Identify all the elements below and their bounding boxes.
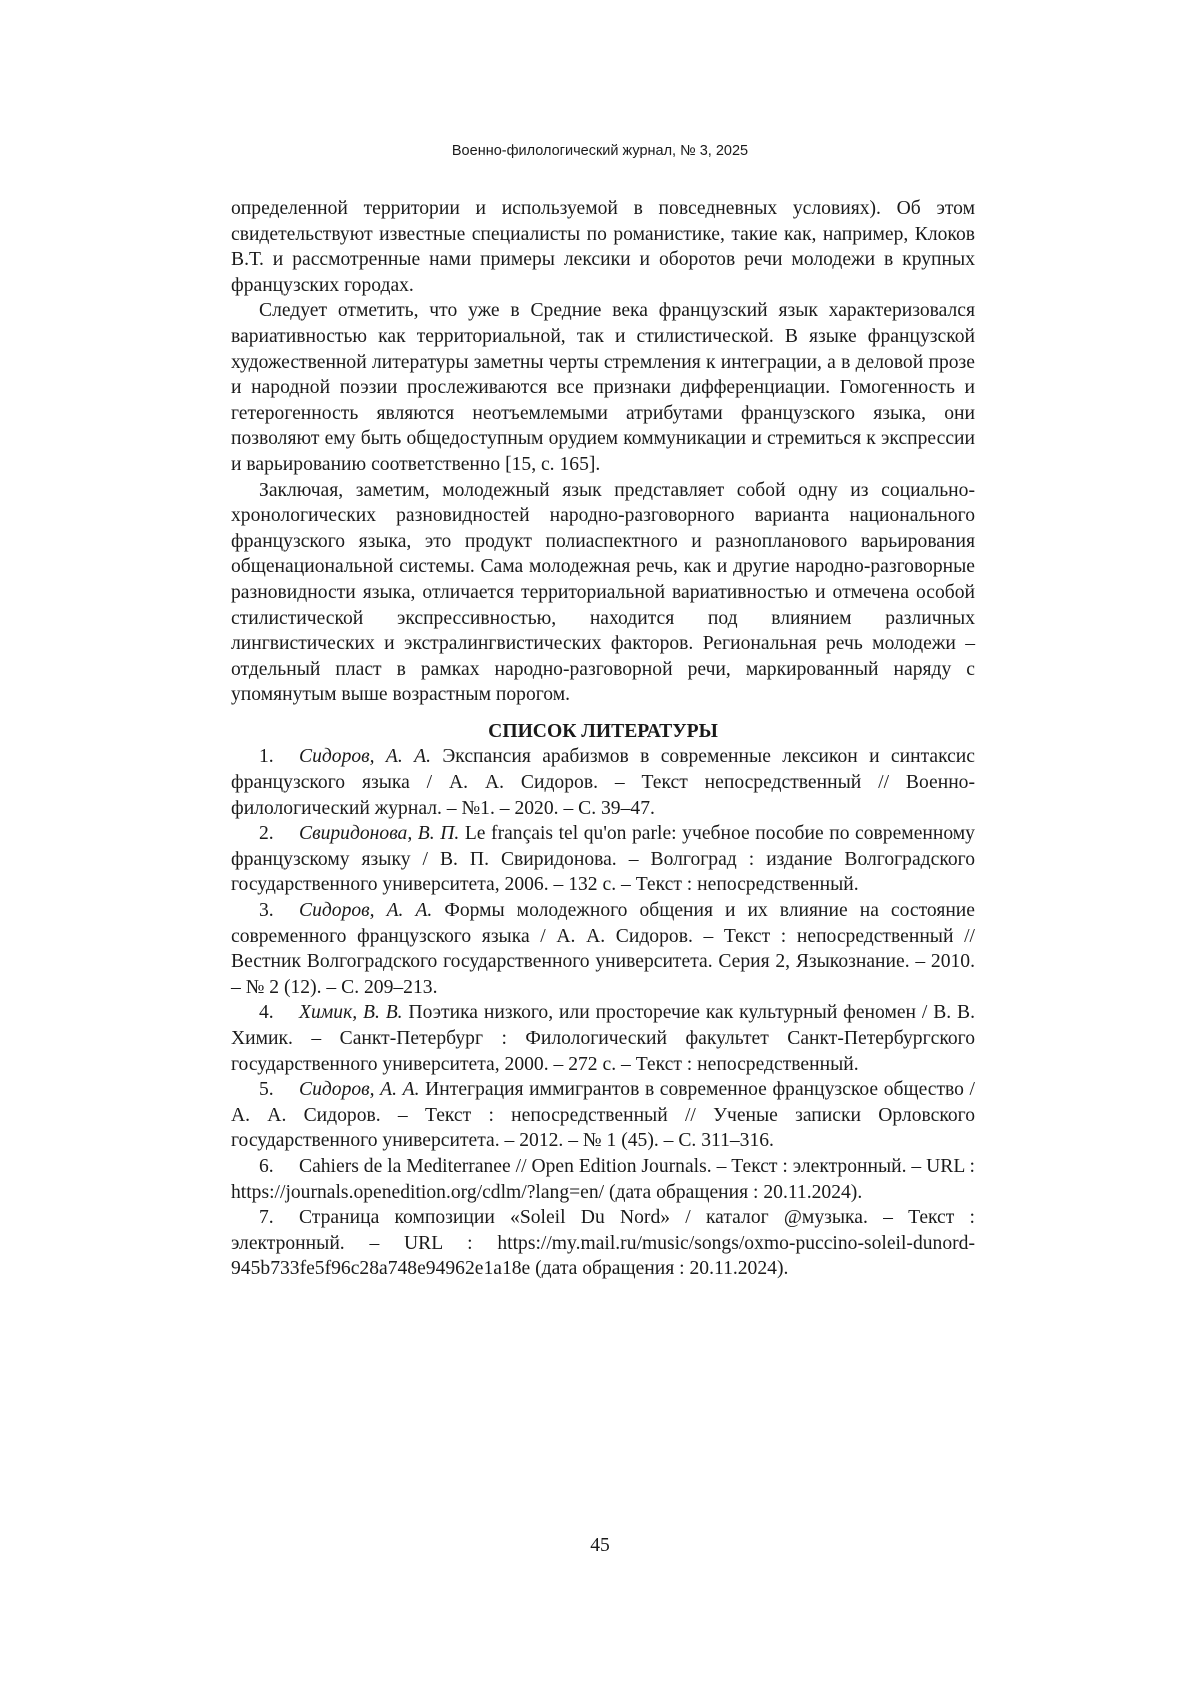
article-body (231, 196, 975, 1282)
reference-item (231, 821, 975, 898)
reference-text: Le français tel qu'on parle: учебное пособие по современному французскому языку / В. П. Свиридонова. – Волгоград : издание Волгоградского государственного университета, 2006. – 132 с. – Текст : непосредственный. (231, 823, 975, 896)
reference-number: 2. (259, 823, 274, 845)
references-list (231, 744, 975, 1281)
reference-text: Интеграция иммигрантов в современное французское общество / А. А. Сидоров. – Текст : непосредственный // Ученые записки Орловского государственного университета. – 2012. – № 1 (45). – С. 311–316. (231, 1079, 975, 1152)
reference-author: Свиридонова, В. П. (299, 823, 460, 845)
reference-author: Химик, В. В. (299, 1002, 403, 1024)
paragraph-2: Следует отметить, что уже в Средние века французский язык характеризовался вариативностью как территориальной, так и стилистической. В языке французской художественной литературы заметны черты стремления к интеграции, а в деловой прозе и народной поэзии прослеживаются все признаки дифференциации. Гомогенность и гетерогенность являются неотъемлемыми атрибутами французского языка, они позволяют ему быть общедоступным орудием коммуникации и стремиться к экспрессии и варьированию соответственно [15, с. 165]. (231, 300, 975, 475)
reference-number: 7. (259, 1207, 274, 1229)
reference-author: Сидоров, А. А. (299, 900, 433, 922)
reference-text: Cahiers de la Mediterranee // Open Edition Journals. – Текст : электронный. – URL : https://journals.openedition.org/cdlm/?lang=en/ (дата обращения : 20.11.2024). (231, 1155, 975, 1203)
reference-item (231, 1154, 975, 1205)
reference-text: Страница композиции «Soleil Du Nord» / каталог @музыка. – Текст : электронный. – URL : https://my.mail.ru/music/songs/oxmo-puccino-soleil-dunord-945b733fe5f96c28a748e94962e1a18e (дата обращения : 20.11.2024). (231, 1207, 975, 1280)
reference-item (231, 744, 975, 821)
paragraph-1: определенной территории и используемой в повседневных условиях). Об этом свидетельствуют известные специалисты по романистике, такие как, например, Клоков В.Т. и рассмотренные нами примеры лексики и оборотов речи молодежи в крупных французских городах. (231, 198, 975, 296)
reference-number: 5. (259, 1079, 274, 1101)
reference-item (231, 1000, 975, 1077)
reference-author: Сидоров, А. А. (299, 1079, 420, 1101)
reference-text: Формы молодежного общения и их влияние на состояние современного французского языка / А. А. Сидоров. – Текст : непосредственный // Вестник Волгоградского государственного университета. Серия 2, Языкознание. – 2010. – № 2 (12). – С. 209–213. (231, 900, 975, 998)
reference-number: 3. (259, 900, 274, 922)
reference-number: 4. (259, 1002, 274, 1024)
reference-author: Сидоров, А. А. (299, 746, 431, 768)
running-header: Военно-филологический журнал, № 3, 2025 (451, 143, 749, 159)
reference-text: Поэтика низкого, или просторечие как культурный феномен / В. В. Химик. – Санкт-Петербург : Филологический факультет Санкт-Петербургского государственного университета, 2000. – 272 с. – Текст : непосредственный. (231, 1002, 975, 1075)
paragraph-3: Заключая, заметим, молодежный язык представляет собой одну из социально-хронологических разновидностей народно-разговорного варианта национального французского языка, это продукт полиаспектного и разнопланового варьирования общенациональной системы. Сама молодежная речь, как и другие народно-разговорные разновидности языка, отличается территориальной вариативностью и отмечена особой стилистической экспрессивностью, находится под влиянием различных лингвистических и экстралингвистических факторов. Региональная речь молодежи – отдельный пласт в рамках народно-разговорной речи, маркированный наряду с упомянутым выше возрастным порогом. (231, 479, 975, 706)
reference-item (231, 898, 975, 1000)
page-number: 45 (590, 1535, 610, 1556)
reference-text: Экспансия арабизмов в современные лексикон и синтаксис французского языка / А. А. Сидоров. – Текст непосредственный // Военно-филологический журнал. – №1. – 2020. – С. 39–47. (231, 746, 975, 819)
reference-number: 1. (259, 746, 274, 768)
reference-number: 6. (259, 1155, 274, 1177)
reference-item (231, 1205, 975, 1282)
reference-item (231, 1077, 975, 1154)
references-title: СПИСОК ЛИТЕРАТУРЫ (488, 720, 718, 742)
